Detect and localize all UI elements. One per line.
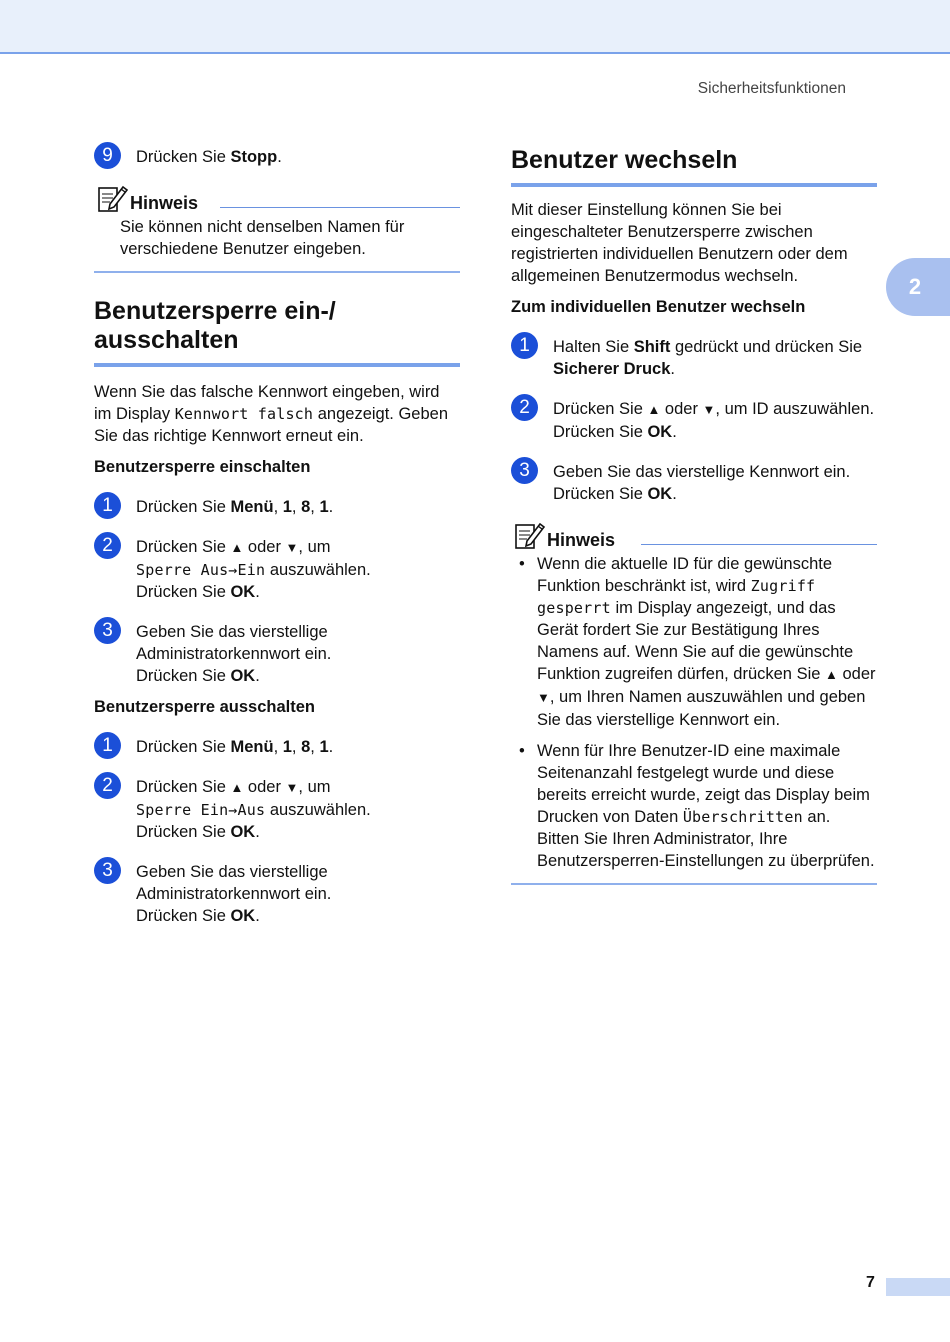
note-box xyxy=(511,519,877,885)
running-head: Sicherheitsfunktionen xyxy=(697,80,846,97)
section-title-benutzersperre: Benutzersperre ein-/ ausschalten xyxy=(94,297,336,354)
step-9: 9 Drücken Sie Stopp. xyxy=(94,146,460,168)
step-switch-3: 3 Geben Sie das vierstellige Kennwort ein. Drücken Sie OK. xyxy=(511,461,877,505)
up-arrow-icon: ▲ xyxy=(230,780,244,795)
section-title-benutzer-wechseln: Benutzer wechseln xyxy=(511,146,877,187)
down-arrow-icon: ▼ xyxy=(285,780,299,795)
note-pencil-icon xyxy=(96,182,128,214)
top-header-bar xyxy=(0,0,950,54)
step-switch-1: 1 Halten Sie Shift gedrückt und drücken Sie Sicherer Druck. xyxy=(511,336,877,380)
up-arrow-icon: ▲ xyxy=(647,402,661,417)
down-arrow-icon: ▼ xyxy=(702,402,716,417)
up-arrow-icon: ▲ xyxy=(230,540,244,555)
down-arrow-icon: ▼ xyxy=(537,690,550,705)
section-intro: Wenn Sie das falsche Kennwort eingeben, wird im Display Kennwort falsch angezeigt. Geben Sie das richtige Kennwort erneut ein. xyxy=(94,383,449,445)
subheading-ausschalten: Benutzersperre ausschalten xyxy=(94,698,316,716)
step-off-3: 3 Geben Sie das vierstellige Administratorkennwort ein. Drücken Sie OK. xyxy=(94,861,460,927)
step-number-badge: 9 xyxy=(94,142,121,169)
note-title: Hinweis xyxy=(547,530,616,550)
step-off-2: 2 Drücken Sie ▲ oder ▼, um Sperre Ein→Aus auszuwählen. Drücken Sie OK. xyxy=(94,776,460,843)
note-text: Sie können nicht denselben Namen für verschiedene Benutzer eingeben. xyxy=(120,218,405,258)
chapter-tab: 2 xyxy=(886,258,950,316)
section-intro: Mit dieser Einstellung können Sie bei eingeschalteter Benutzersperre zwischen registrierten individuellen Benutzern oder dem allgemeinen Benutzermodus wechseln. xyxy=(511,201,848,285)
list-item: • Wenn für Ihre Benutzer-ID eine maximale Seitenanzahl festgelegt wurde und diese bereits erreicht wurde, zeigt das Display beim Drucken von Daten Überschritten an. Bitten Sie Ihren Administrator, Ihre Benutzersperren-Einstellungen zu überprüfen. xyxy=(511,740,877,872)
step-switch-2: 2 Drücken Sie ▲ oder ▼, um ID auszuwählen. Drücken Sie OK. xyxy=(511,398,877,443)
list-item: • Wenn die aktuelle ID für die gewünschte Funktion beschränkt ist, wird Zugriff gesperrt im Display angezeigt, und das Gerät fordert Sie zur Bestätigung Ihres Namens auf. Wenn Sie auf die gewünschte Funktion zugreifen dürfen, drücken Sie ▲ oder ▼, um Ihren Namen auszuwählen und geben Sie das vierstellige Kennwort ein. xyxy=(511,553,877,731)
note-box xyxy=(94,182,460,273)
right-column xyxy=(511,140,877,885)
page-number: 7 xyxy=(866,1274,875,1291)
up-arrow-icon: ▲ xyxy=(825,667,838,682)
subheading-einschalten: Benutzersperre einschalten xyxy=(94,458,311,476)
page-number-bar xyxy=(886,1278,950,1296)
note-title: Hinweis xyxy=(130,193,199,213)
step-on-1: 1 Drücken Sie Menü, 1, 8, 1. xyxy=(94,496,460,518)
note-pencil-icon xyxy=(513,519,545,551)
step-on-2: 2 Drücken Sie ▲ oder ▼, um Sperre Aus→Ein auszuwählen. Drücken Sie OK. xyxy=(94,536,460,603)
subheading-individuell: Zum individuellen Benutzer wechseln xyxy=(511,298,806,316)
note-bullet-list xyxy=(511,553,877,872)
down-arrow-icon: ▼ xyxy=(285,540,299,555)
left-column xyxy=(94,140,460,927)
step-on-3: 3 Geben Sie das vierstellige Administratorkennwort ein. Drücken Sie OK. xyxy=(94,621,460,687)
step-off-1: 1 Drücken Sie Menü, 1, 8, 1. xyxy=(94,736,460,758)
